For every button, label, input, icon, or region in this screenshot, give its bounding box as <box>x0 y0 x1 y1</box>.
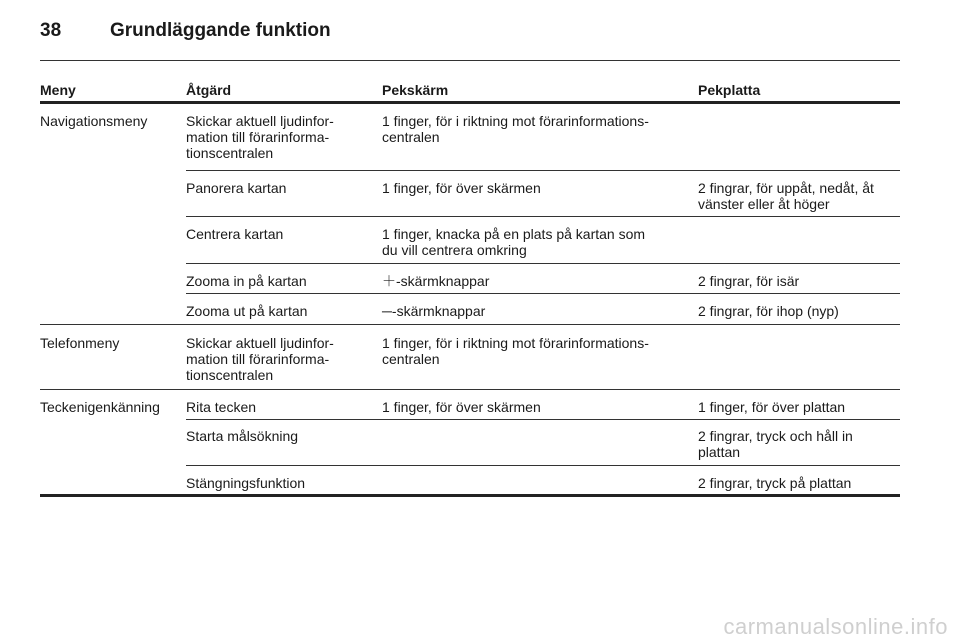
table-cell-pad: 2 fingrar, för ihop (nyp) <box>698 303 839 319</box>
table-cell-pad: 2 fingrar, tryck på plattan <box>698 475 852 491</box>
page-title: Grundläggande funktion <box>110 20 331 41</box>
header-divider <box>40 60 900 61</box>
row-divider <box>186 216 900 217</box>
table-cell-menu: Navigationsmeny <box>40 113 148 129</box>
row-divider <box>186 170 900 171</box>
table-cell-action: Starta målsökning <box>186 428 299 444</box>
table-cell-action: Zooma ut på kartan <box>186 303 308 319</box>
row-divider <box>186 465 900 466</box>
table-cell-pad: 2 fingrar, för uppåt, nedåt, åt vänster eller åt höger <box>698 180 874 212</box>
row-divider <box>186 419 900 420</box>
table-cell-pad: 2 fingrar, tryck och håll in plattan <box>698 428 853 460</box>
table-cell-touch: 1 finger, för i riktning mot förarinformations- centralen <box>382 335 649 367</box>
table-header-rule <box>40 101 900 104</box>
table-cell-touch: ＋-skärmknappar <box>382 273 490 289</box>
row-divider <box>186 263 900 264</box>
table-cell-touch: ─-skärmknappar <box>382 303 486 319</box>
table-cell-touch: 1 finger, för över skärmen <box>382 399 541 415</box>
column-header-touchscreen: Pekskärm <box>382 82 449 98</box>
watermark: carmanualsonline.info <box>723 614 948 639</box>
table-cell-touch: 1 finger, för över skärmen <box>382 180 541 196</box>
table-cell-action: Stängningsfunktion <box>186 475 306 491</box>
table-cell-pad: 2 fingrar, för isär <box>698 273 800 289</box>
table-cell-menu: Telefonmeny <box>40 335 120 351</box>
table-cell-pad: 1 finger, för över plattan <box>698 399 846 415</box>
table-cell-action: Zooma in på kartan <box>186 273 307 289</box>
column-header-action: Åtgärd <box>186 82 232 98</box>
table-cell-action: Centrera kartan <box>186 226 284 242</box>
table-cell-action: Rita tecken <box>186 399 257 415</box>
table-cell-menu: Teckenigenkänning <box>40 399 160 415</box>
table-cell-action: Skickar aktuell ljudinfor- mation till förarinforma- tionscentralen <box>186 335 334 383</box>
column-header-menu: Meny <box>40 82 76 98</box>
column-header-touchpad: Pekplatta <box>698 82 761 98</box>
table-cell-touch: 1 finger, för i riktning mot förarinformations- centralen <box>382 113 649 145</box>
table-bottom-rule <box>40 494 900 497</box>
page-number: 38 <box>40 20 62 41</box>
page-header <box>40 20 331 42</box>
table-cell-touch: 1 finger, knacka på en plats på kartan som du vill centrera omkring <box>382 226 646 258</box>
table-cell-action: Skickar aktuell ljudinfor- mation till förarinforma- tionscentralen <box>186 113 334 161</box>
row-divider <box>186 293 900 294</box>
group-divider <box>40 389 900 390</box>
table-cell-action: Panorera kartan <box>186 180 287 196</box>
group-divider <box>40 324 900 325</box>
